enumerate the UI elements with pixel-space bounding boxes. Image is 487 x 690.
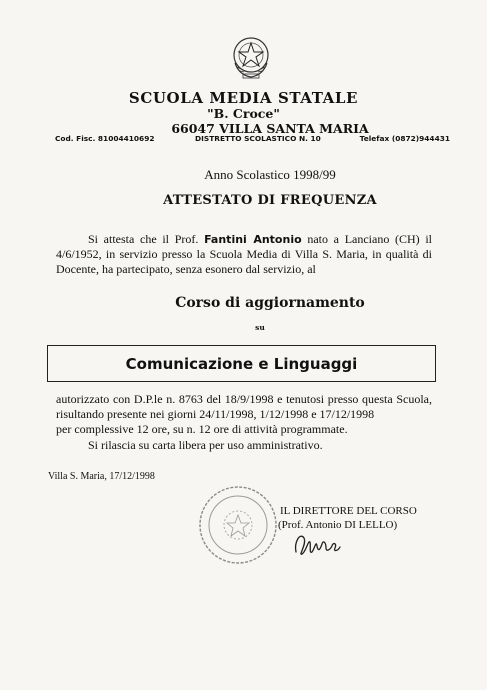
course-topic: Comunicazione e Linguaggi [125, 354, 358, 373]
details-line-2: per complessive 12 ore, su n. 12 ore di attività programmate. [56, 422, 348, 436]
school-dedication: "B. Croce" [207, 106, 280, 121]
school-district: DISTRETTO SCOLASTICO N. 10 [195, 134, 321, 143]
place-date: Villa S. Maria, 17/12/1998 [48, 471, 155, 482]
italian-republic-emblem-icon [229, 33, 273, 81]
teacher-name: Fantini Antonio [204, 233, 302, 246]
body-main-text: nato a Lanciano (CH) il 4/6/1952, in servizio presso la Scuola Media di Villa S. Maria, in qualità di Docente, ha partecipato, senza esonero dal servizio, al [56, 232, 433, 276]
course-label: Corso di aggiornamento [175, 295, 365, 311]
director-name: (Prof. Antonio DI LELLO) [278, 519, 398, 531]
certificate-body-details [56, 392, 432, 437]
telefax: Telefax (0872)944431 [359, 134, 450, 143]
certificate-body-intro [56, 232, 432, 277]
body-intro-text: Si attesta che il Prof. [88, 232, 199, 246]
certificate-title: ATTESTATO DI FREQUENZA [163, 193, 377, 208]
codice-fiscale: Cod. Fisc. 81004410692 [55, 134, 155, 143]
course-topic-box [47, 345, 436, 382]
school-year: Anno Scolastico 1998/99 [204, 167, 336, 182]
school-name: SCUOLA MEDIA STATALE [128, 89, 359, 107]
director-title: IL DIRETTORE DEL CORSO [280, 505, 417, 517]
details-line-1: autorizzato con D.P.le n. 8763 del 18/9/1998 e tenutosi presso questa Scuola, risultando presente nei giorni 24/11/1998, 1/12/1998 e 17/12/1998 [56, 392, 432, 421]
handwritten-signature-icon [290, 528, 350, 560]
release-note: Si rilascia su carta libera per uso amministrativo. [88, 438, 323, 452]
official-round-stamp-icon [197, 484, 279, 566]
on-label: su [255, 323, 265, 332]
school-address: 66047 VILLA SANTA MARIA [171, 121, 369, 136]
